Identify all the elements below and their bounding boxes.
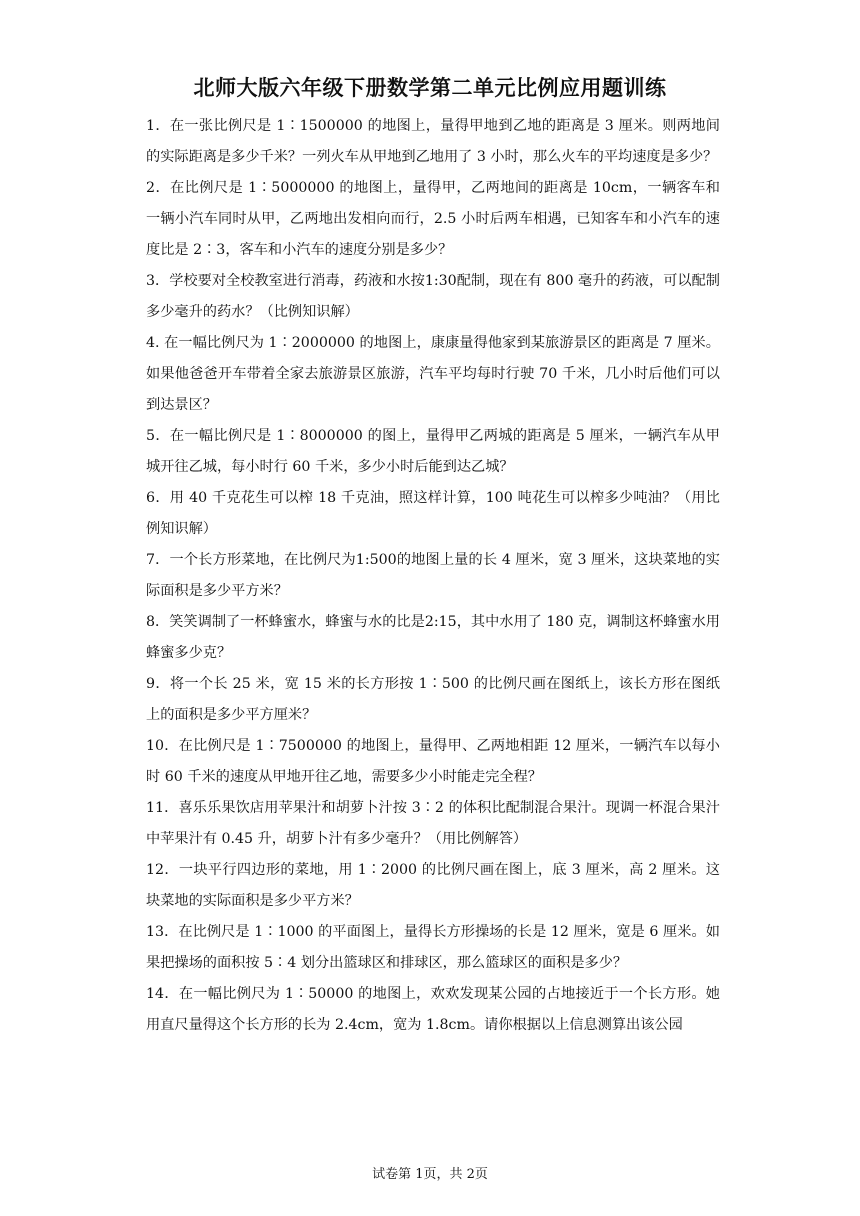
- question-item: 14．在一幅比例尺为 1∶50000 的地图上，欢欢发现某公园的占地接近于一个长方形。她用直尺量得这个长方形的长为 2.4cm，宽为 1.8cm。请你根据以上信息测算出该公园: [146, 986, 720, 1033]
- page-footer: 试卷第 1页，共 2页: [372, 1167, 488, 1182]
- question-item: 6．用 40 千克花生可以榨 18 千克油，照这样计算，100 吨花生可以榨多少吨油？（用比例知识解）: [146, 490, 720, 537]
- question-item: 4. 在一幅比例尺为 1∶2000000 的地图上，康康量得他家到某旅游景区的距离是 7 厘米。如果他爸爸开车带着全家去旅游景区旅游，汽车平均每时行驶 70 千米，几小时后他们可以到达景区？: [146, 335, 720, 413]
- question-item: 10．在比例尺是 1∶7500000 的地图上，量得甲、乙两地相距 12 厘米，一辆汽车以每小时 60 千米的速度从甲地开往乙地，需要多少小时能走完全程？: [146, 738, 720, 785]
- question-item: 2．在比例尺是 1∶5000000 的地图上，量得甲，乙两地间的距离是 10cm，一辆客车和一辆小汽车同时从甲，乙两地出发相向而行，2.5 小时后两车相遇，已知客车和小汽车的速度比是 2∶3，客车和小汽车的速度分别是多少？: [146, 180, 720, 258]
- question-item: 3．学校要对全校教室进行消毒，药液和水按1:30配制，现在有 800 毫升的药液，可以配制多少毫升的药水？（比例知识解）: [146, 273, 720, 320]
- question-item: 9．将一个长 25 米，宽 15 米的长方形按 1∶500 的比例尺画在图纸上，该长方形在图纸上的面积是多少平方厘米？: [146, 676, 720, 723]
- question-item: 7．一个长方形菜地，在比例尺为1:500的地图上量的长 4 厘米，宽 3 厘米，这块菜地的实际面积是多少平方米？: [146, 552, 720, 599]
- page-title: 北师大版六年级下册数学第二单元比例应用题训练: [193, 75, 667, 100]
- question-item: 8．笑笑调制了一杯蜂蜜水，蜂蜜与水的比是2:15，其中水用了 180 克，调制这杯蜂蜜水用蜂蜜多少克？: [146, 614, 720, 661]
- question-list: [146, 111, 720, 1041]
- question-item: 12．一块平行四边形的菜地，用 1∶2000 的比例尺画在图上，底 3 厘米，高 2 厘米。这块菜地的实际面积是多少平方米？: [146, 862, 720, 909]
- question-item: 13．在比例尺是 1∶1000 的平面图上，量得长方形操场的长是 12 厘米，宽是 6 厘米。如果把操场的面积按 5∶4 划分出篮球区和排球区，那么篮球区的面积是多少？: [146, 924, 720, 971]
- question-item: 1．在一张比例尺是 1∶1500000 的地图上，量得甲地到乙地的距离是 3 厘米。则两地间的实际距离是多少千米？一列火车从甲地到乙地用了 3 小时，那么火车的平均速度是多少？: [146, 118, 720, 165]
- question-item: 5．在一幅比例尺是 1∶8000000 的图上，量得甲乙两城的距离是 5 厘米，一辆汽车从甲城开往乙城，每小时行 60 千米，多少小时后能到达乙城？: [146, 428, 720, 475]
- question-item: 11．喜乐乐果饮店用苹果汁和胡萝卜汁按 3∶2 的体积比配制混合果汁。现调一杯混合果汁中苹果汁有 0.45 升，胡萝卜汁有多少毫升？（用比例解答）: [146, 800, 720, 847]
